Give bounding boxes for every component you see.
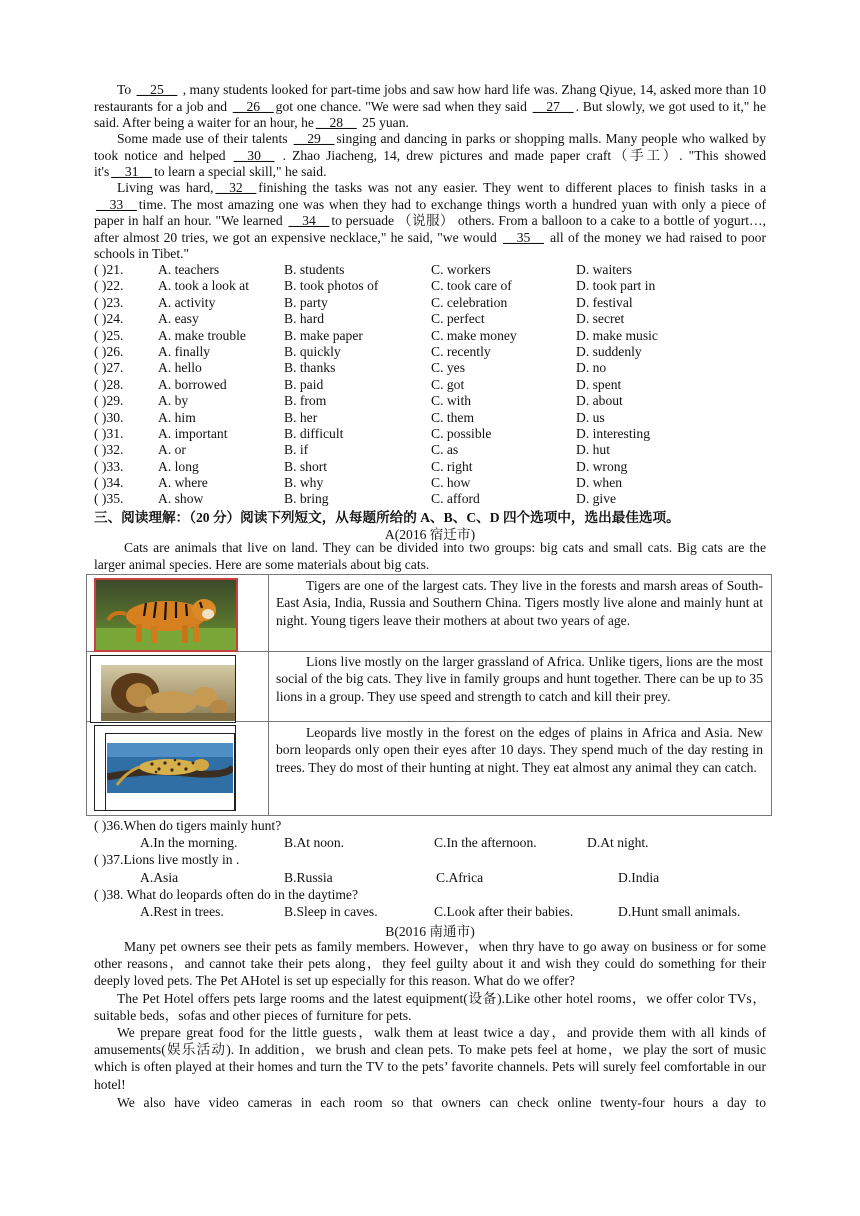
option-row (94, 442, 766, 458)
option-row (94, 475, 766, 491)
passage-b-paragraph-2: The Pet Hotel offers pets large rooms and the latest equipment(设备).Like other hotel rooms，we offer color TVs，suitable beds，sofas and other pieces of furniture for pets. (94, 991, 766, 1024)
table-divider (268, 575, 269, 815)
blank-26: __26__ (232, 98, 274, 114)
option-d: D. spent (576, 376, 622, 392)
text: all of the money we had raised to poor schools in Tibet." (94, 229, 766, 261)
blank-32: __32__ (215, 180, 257, 195)
option-b: B. if (284, 442, 309, 458)
option-b: B. took photos of (284, 278, 379, 294)
question-number: ( )32. (94, 442, 124, 458)
text: Living was hard, (117, 180, 214, 195)
option-b: B. students (284, 262, 345, 277)
option-b: B. thanks (284, 360, 336, 376)
question-number: ( )35. (94, 491, 124, 507)
blank-34: __34__ (288, 213, 330, 228)
option-a: A.In the morning. (140, 835, 238, 850)
option-a: A. activity (158, 294, 216, 310)
option-d: D. about (576, 393, 623, 409)
question-number: ( )31. (94, 425, 124, 441)
option-c: C. took care of (431, 278, 512, 294)
option-c: C. afford (431, 491, 480, 507)
question-36-stem: ( )36.When do tigers mainly hunt? (94, 818, 282, 833)
blank-31: __31__ (111, 164, 153, 179)
option-c: C. recently (431, 343, 491, 359)
option-d: D. us (576, 409, 605, 425)
blank-35: __35__ (503, 229, 544, 245)
leopard-photo (107, 743, 233, 793)
option-a: A. important (158, 425, 228, 441)
option-d: D. took part in (576, 278, 656, 294)
option-d: D.India (618, 870, 660, 885)
blank-29: __29__ (293, 131, 335, 146)
option-c: C. as (431, 442, 459, 458)
option-b: B. quickly (284, 343, 341, 359)
passage-b-label: B(2016 南通市) (385, 924, 475, 939)
option-c: C. yes (431, 360, 465, 376)
text: Some made use of their talents (117, 131, 292, 146)
cloze-options (94, 262, 766, 508)
tiger-photo (94, 578, 238, 652)
option-d: D.Hunt small animals. (618, 904, 741, 919)
option-a: A. hello (158, 360, 202, 376)
option-row (94, 426, 766, 442)
question-number: ( )25. (94, 327, 124, 343)
option-a: A. show (158, 491, 204, 507)
tigers-description: Tigers are one of the largest cats. They live in the forests and marsh areas of South-East Asia, India, Russia and Southern China. Tigers mostly live alone and mainly hunt at night. Young tigers leave their mothers at about two years of age. (276, 578, 763, 628)
question-number: ( )28. (94, 376, 124, 392)
option-d: D. secret (576, 311, 625, 327)
question-number: ( )27. (94, 360, 124, 376)
option-a: A. easy (158, 311, 199, 327)
option-a: A. by (158, 393, 189, 409)
leopards-description: Leopards live mostly in the forest on the edges of plains in Africa and Asia. New born leopards only open their eyes after 10 days. They spend much of the day resting in trees. They do most of their hunting at night. They eat almost any animal they can catch. (276, 725, 763, 775)
option-row (94, 344, 766, 360)
cloze-paragraph-3 (94, 180, 766, 263)
lions-photo (101, 665, 235, 721)
text: To (117, 82, 135, 97)
option-d: D.At night. (587, 835, 649, 850)
option-c: C. celebration (431, 294, 508, 310)
option-b: B. short (284, 458, 328, 474)
text: , many students looked for part-time jobs and saw how hard life was. Zhang Qiyue, 14, asked more than 10 restaurants for a job and (94, 82, 767, 114)
option-c: C.Look after their babies. (434, 904, 574, 919)
option-row (94, 459, 766, 475)
option-c: C. perfect (431, 311, 485, 327)
question-37-stem: ( )37.Lions live mostly in . (94, 852, 240, 867)
option-c: C. possible (431, 425, 492, 441)
option-d: D. give (576, 491, 617, 507)
option-b: B. from (284, 393, 327, 409)
option-b: B.Russia (284, 870, 333, 885)
text: . But slowly, we got used to it," he said. After being a waiter for an hour, he (94, 98, 766, 130)
option-a: A. where (158, 475, 208, 491)
option-c: C. got (431, 376, 465, 392)
option-c: C. with (431, 393, 472, 409)
blank-28: __28__ (315, 115, 357, 130)
option-a: A. borrowed (158, 376, 227, 392)
option-d: D. no (576, 360, 607, 376)
blank-30: __30__ (233, 147, 275, 163)
section-heading: 三、阅读理解：（20 分）阅读下列短文，从每题所给的 A、B、C、D 四个选项中，选出最佳选项。 (94, 510, 680, 525)
option-d: D. suddenly (576, 343, 642, 359)
blank-33: __33__ (96, 196, 137, 212)
option-a: A. or (158, 442, 186, 458)
tiger-image (96, 580, 236, 650)
text: singing and dancing in parks or shopping malls. Many people who walked by took notice and helped (94, 131, 766, 163)
question-number: ( )26. (94, 343, 124, 359)
lions-image (101, 665, 235, 721)
option-a: A. teachers (158, 262, 220, 277)
question-number: ( )34. (94, 475, 124, 491)
question-number: ( )22. (94, 278, 124, 294)
leopard-image (107, 743, 233, 793)
option-d: D. hut (576, 442, 610, 458)
option-d: D. wrong (576, 458, 628, 474)
option-b: B. make paper (284, 327, 363, 343)
big-cats-table (86, 574, 772, 816)
text: time. The most amazing one was when they had to exchange things worth a hundred yuan with only a piece of paper in half an hour. "We learned (94, 196, 766, 228)
option-row (94, 278, 766, 294)
passage-b-paragraph-3: We prepare great food for the little guests，walk them at least twice a day，and provide them with all kinds of amusements(娱乐活动). In addition，we brush and clean pets. To make pets feel at home，we play the sort of music which is often played at their homes and turn the TV to the pets’ favorite channels. Pets will surely feel comfortable in our hotel! (94, 1025, 766, 1092)
option-b: B. paid (284, 376, 324, 392)
option-row (94, 328, 766, 344)
text: . Zhao Jiacheng, 14, drew pictures and made paper craft（手工）. "This showed it's (94, 147, 766, 179)
blank-25: __25__ (136, 82, 178, 97)
option-a: A.Asia (140, 870, 179, 885)
question-number: ( )33. (94, 458, 124, 474)
option-d: D. waiters (576, 262, 632, 277)
option-c: C.Africa (436, 870, 484, 885)
question-38-stem: ( )38. What do leopards often do in the daytime? (94, 887, 358, 902)
text: to learn a special skill," he said. (154, 164, 327, 179)
option-c: C. how (431, 475, 471, 491)
option-row (94, 295, 766, 311)
question-number: ( )23. (94, 294, 124, 310)
option-b: B. hard (284, 311, 325, 327)
question-number: ( )24. (94, 311, 124, 327)
option-row (94, 360, 766, 376)
option-b: B. bring (284, 491, 329, 507)
option-row (94, 262, 766, 278)
option-row (94, 311, 766, 327)
passage-b-paragraph-1: Many pet owners see their pets as family members. However，when thry have to go away on business or for some other reasons，and cannot take their pets along，they feel guilty about it and wish they could do something for their deeply loved pets. The Pet AHotel is set up especially for this reason. What do we offer? (94, 939, 766, 989)
option-a: A. him (158, 409, 196, 425)
question-number: ( )29. (94, 393, 124, 409)
option-a: A. make trouble (158, 327, 246, 343)
option-a: A. finally (158, 343, 211, 359)
option-c: C.In the afternoon. (434, 835, 537, 850)
blank-27: __27__ (532, 98, 574, 114)
passage-b-paragraph-4: We also have video cameras in each room so that owners can check online twenty-four hours a day to (117, 1095, 766, 1110)
question-number: ( )30. (94, 409, 124, 425)
option-c: C. them (431, 409, 475, 425)
option-row (94, 410, 766, 426)
cloze-paragraph-2 (94, 131, 766, 181)
option-d: D. interesting (576, 425, 650, 441)
passage-a-intro: Cats are animals that live on land. They can be divided into two groups: big cats and small cats. Big cats are the larger animal species. Here are some materials about big cats. (94, 540, 766, 572)
option-a: A.Rest in trees. (140, 904, 224, 919)
question-number: ( )21. (94, 262, 124, 277)
lions-description: Lions live mostly on the larger grassland of Africa. Unlike tigers, lions are the most social of the big cats. They live in family groups and hunt together. There can be up to 35 lions in a group. They use speed and strength to catch and kill their prey. (276, 654, 763, 704)
option-a: A. took a look at (158, 278, 249, 294)
passage-a-label: A(2016 宿迁市) (384, 527, 476, 542)
option-b: B. why (284, 475, 324, 491)
option-d: D. festival (576, 294, 633, 310)
option-c: C. make money (431, 327, 517, 343)
option-d: D. when (576, 475, 623, 491)
option-b: B.Sleep in caves. (284, 904, 378, 919)
option-c: C. workers (431, 262, 491, 277)
option-row (94, 377, 766, 393)
text: finishing the tasks was not any easier. They went to different places to finish tasks in a (258, 180, 766, 195)
text: to persuade （说服） others. From a balloon to a cake to a bottle of yogurt…, after almost 20 tries, we got an expensive necklace," he said, "we would (94, 213, 766, 245)
option-d: D. make music (576, 327, 658, 343)
option-c: C. right (431, 458, 473, 474)
option-row (94, 393, 766, 409)
option-a: A. long (158, 458, 199, 474)
text: 25 yuan. (358, 115, 409, 130)
cloze-paragraph-1 (94, 82, 766, 132)
option-b: B. difficult (284, 425, 344, 441)
text: got one chance. "We were sad when they said (275, 98, 531, 114)
option-b: B. party (284, 294, 328, 310)
option-b: B. her (284, 409, 318, 425)
option-b: B.At noon. (284, 835, 345, 850)
